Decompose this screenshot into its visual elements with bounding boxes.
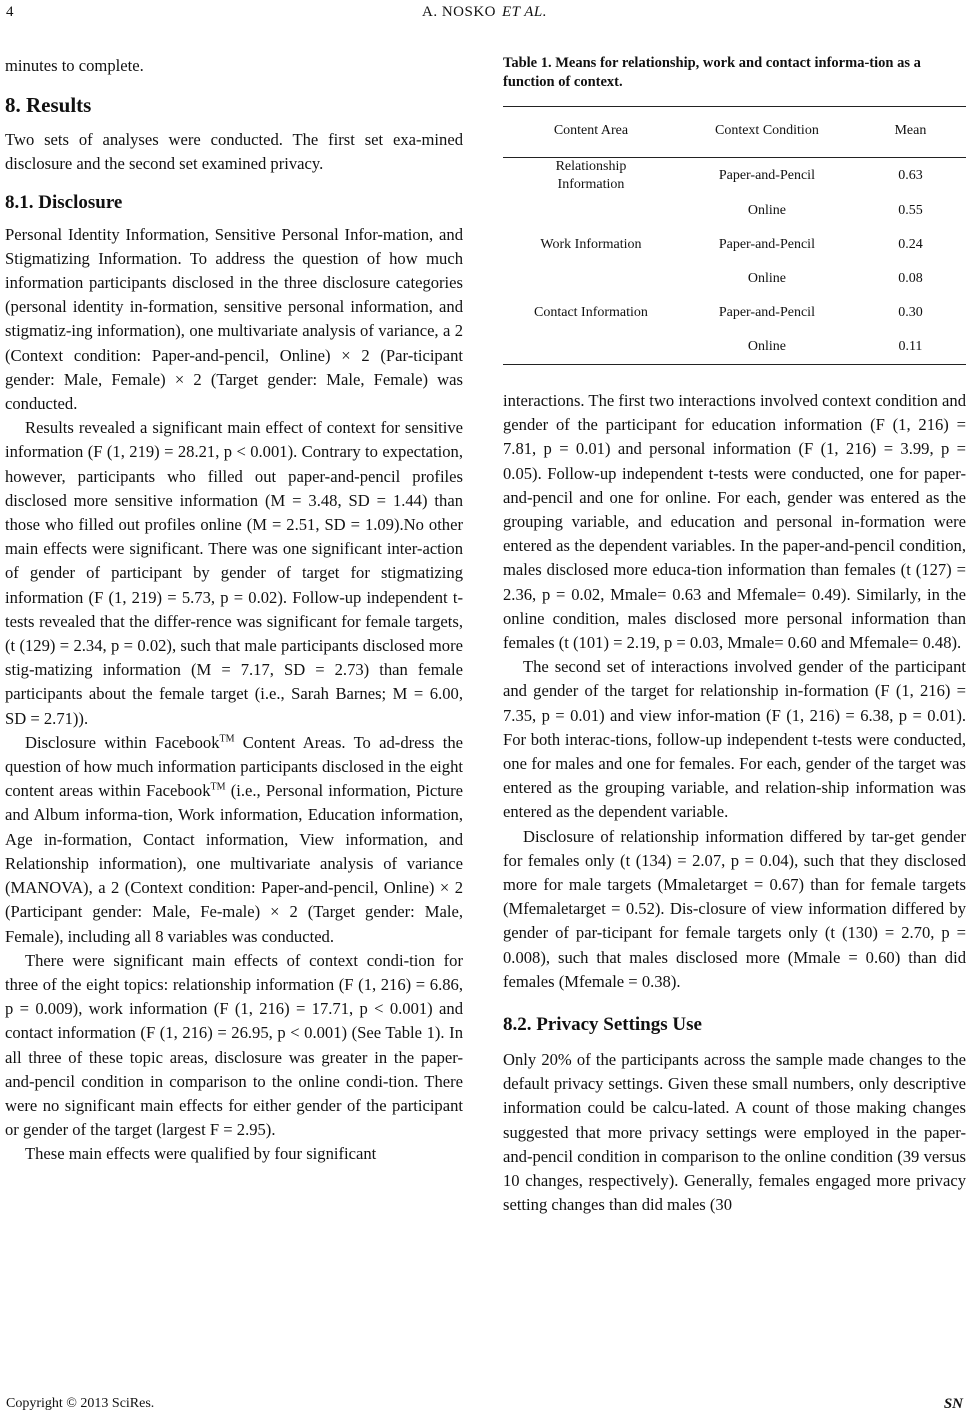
results-paragraph: Two sets of analyses were conducted. The first set exa-mined disclosure and the second set examined privacy. bbox=[5, 130, 463, 174]
left-column bbox=[5, 54, 463, 1167]
cell-mean: 0.11 bbox=[855, 330, 966, 365]
journal-abbrev: SN bbox=[943, 1396, 963, 1412]
header-mean: Mean bbox=[855, 107, 966, 158]
table-1 bbox=[503, 54, 966, 365]
p3-part-b: Content Areas. To ad-dress the question of how much information participants disclosed in the eight content areas within Facebook bbox=[5, 732, 464, 801]
interactions-paragraph-1: interactions. The first two interactions involved context condition and gender of the participant for education information (F (1, 216) = 7.81, p = 0.01) and personal information (F (1, 216) = 3.99, p = 0.05). Follow-up independent t-tests were conducted, one for paper-and-pencil and one for online. For each, gender was entered as the grouping variable, and education and personal in-formation were entered as the dependent variables. In the paper-and-pencil condition, males disclosed more educa-tion information than females (t (127) = 2.36, p = 0.02, Mmale= 0.63 and Mfemale= 0.49). Similarly, in the online condition, males disclosed more personal information than females (t (101) = 2.19, p = 0.03, Mmale= 0.60 and Mfemale= 0.48). bbox=[503, 391, 966, 653]
disclosure-paragraph-1: Personal Identity Information, Sensitive Personal Infor-mation, and Stigmatizing Information. To address the question of how much information participants disclosed in the three disclosure categories (personal identity in-formation, sensitive personal information, and stigmatiz-ing information), one multivariate analysis of variance, a 2 (Context condition: Paper-and-pencil, Online) × 2 (Par-ticipant gender: Male, Female) × 2 (Target gender: Male, Female) was conducted. bbox=[5, 224, 463, 414]
table-row bbox=[503, 228, 966, 262]
cell-mean: 0.63 bbox=[898, 168, 923, 183]
table-row bbox=[503, 330, 966, 365]
disclosure-heading: 8.1. Disclosure bbox=[5, 191, 123, 213]
table-row bbox=[503, 194, 966, 228]
cell-context: Online bbox=[679, 330, 855, 365]
cell-mean: 0.08 bbox=[898, 271, 923, 286]
table-row bbox=[503, 296, 966, 330]
copyright-footer: Copyright © 2013 SciRes. bbox=[6, 1396, 155, 1411]
table-header-row bbox=[503, 107, 966, 158]
disclosure-paragraph-5: These main effects were qualified by four significant bbox=[25, 1144, 377, 1164]
p3-part-a: Disclosure within Facebook bbox=[25, 732, 220, 752]
disclosure-paragraph-4: There were significant main effects of context condi-tion for three of the eight topics: relationship information (F (1, 216) = 6.86, p = 0.009), work information (F (1, 216) = 17.71, p < 0.001) and contact information (F (1, 216) = 26.95, p < 0.001) (See Table 1). In all three of these topic areas, disclosure was greater in the paper-and-pencil condition in comparison to the online condi-tion. There were no significant main effects for either gender of the participant or gender of the target (largest F = 2.95). bbox=[5, 950, 463, 1140]
privacy-paragraph: Only 20% of the participants across the sample made changes to the default privacy settings. Given these small numbers, only descriptive information could be calcu-lated. A count of those making changes suggested that more privacy settings were employed in the paper-and-pencil condition in comparison to the online condition (39 versus 10 changes, respectively). Generally, females engaged more privacy setting changes than did males (30 bbox=[503, 1050, 966, 1215]
cell-content-area bbox=[503, 330, 679, 365]
trademark-mark-2: TM bbox=[210, 781, 226, 793]
table-row bbox=[503, 262, 966, 296]
results-heading: 8. Results bbox=[5, 93, 92, 118]
cell-content-area bbox=[503, 262, 679, 296]
cell-context: Online bbox=[747, 203, 786, 218]
cell-context: Paper-and-Pencil bbox=[718, 168, 815, 183]
disclosure-paragraph-2: Results revealed a significant main effect of context for sensitive information (F (1, 219) = 28.21, p < 0.001). Contrary to expectation, however, participants who filled out paper-and-pencil profiles disclosed more sensitive information (M = 3.48, SD = 1.44) than those who filled out profiles online (M = 2.51, SD = 1.09).No other main effects were significant. There was one significant inter-action of gender of participant by gender of target for stigmatizing information (F (1, 219) = 5.73, p = 0.02). Follow-up independent t-tests revealed that the differ-rence was significant for female targets, (t (129) = 2.34, p = 0.02), such that male participants disclosed more stig-matizing information (M = 7.17, SD = 2.73) than female participants about the female target (i.e., Sarah Barnes; M = 6.00, SD = 2.71)). bbox=[5, 418, 463, 728]
header-et-al: ET AL. bbox=[502, 4, 547, 20]
running-header bbox=[0, 4, 969, 21]
means-table bbox=[503, 106, 966, 365]
table-caption: Table 1. Means for relationship, work and contact informa-tion as a function of context. bbox=[503, 55, 921, 90]
cell-content-area: Relationship Information bbox=[555, 159, 627, 192]
cell-mean: 0.24 bbox=[898, 237, 923, 252]
cell-context: Online bbox=[747, 271, 786, 286]
cell-context: Paper-and-Pencil bbox=[718, 237, 815, 252]
interactions-paragraph-3: Disclosure of relationship information differed by tar-get gender for females only (t (134) = 2.07, p = 0.04), such that they disclosed more for male targets (Mmaletarget = 0.67) than for female targets (Mfemaletarget = 0.52). Dis-closure of view information differed by gender of par-ticipant for female targets only (t (130) = 2.70, p = 0.008), such that males disclosed more (Mmale = 0.60) than did females (Mfemale = 0.38). bbox=[503, 826, 966, 991]
table-row bbox=[503, 158, 966, 195]
cell-content-area: Work Information bbox=[540, 237, 642, 252]
right-column bbox=[503, 54, 966, 1218]
cell-context: Paper-and-Pencil bbox=[718, 305, 815, 320]
interactions-paragraph-2: The second set of interactions involved gender of the participant and gender of the target for relationship in-formation (F (1, 216) = 7.35, p = 0.01) and view infor-mation (F (1, 216) = 6.38, p = 0.01). For both interac-tions, follow-up independent t-tests were conducted, one for males and one for females. For each, gender of the target was entered as the grouping variable, and relation-ship information was entered as the dependent variable. bbox=[503, 657, 966, 822]
header-context-condition: Context Condition bbox=[679, 107, 855, 158]
cell-content-area: Contact Information bbox=[534, 305, 648, 320]
disclosure-paragraph-3 bbox=[5, 731, 463, 949]
p3-part-c: (i.e., Personal information, Picture and Album informa-tion, Work information, Education information, Age in-formation, Contact information, View information, and Relationship information), one multivariate analysis of variance (MANOVA), a 2 (Context condition: Paper-and-pencil, Online) × 2 (Participant gender: Male, Fe-male) × 2 (Target gender: Male, Female), including all 8 variables was conducted. bbox=[5, 781, 464, 946]
trademark-mark: TM bbox=[219, 733, 235, 745]
page-number: 4 bbox=[6, 4, 14, 20]
continuation-text: minutes to complete. bbox=[5, 56, 144, 75]
cell-mean: 0.55 bbox=[898, 203, 923, 218]
cell-content-area bbox=[503, 194, 679, 228]
header-authors: A. NOSKO bbox=[422, 4, 497, 20]
cell-mean: 0.30 bbox=[898, 305, 923, 320]
privacy-heading: 8.2. Privacy Settings Use bbox=[503, 1014, 702, 1036]
header-content-area: Content Area bbox=[503, 107, 679, 158]
